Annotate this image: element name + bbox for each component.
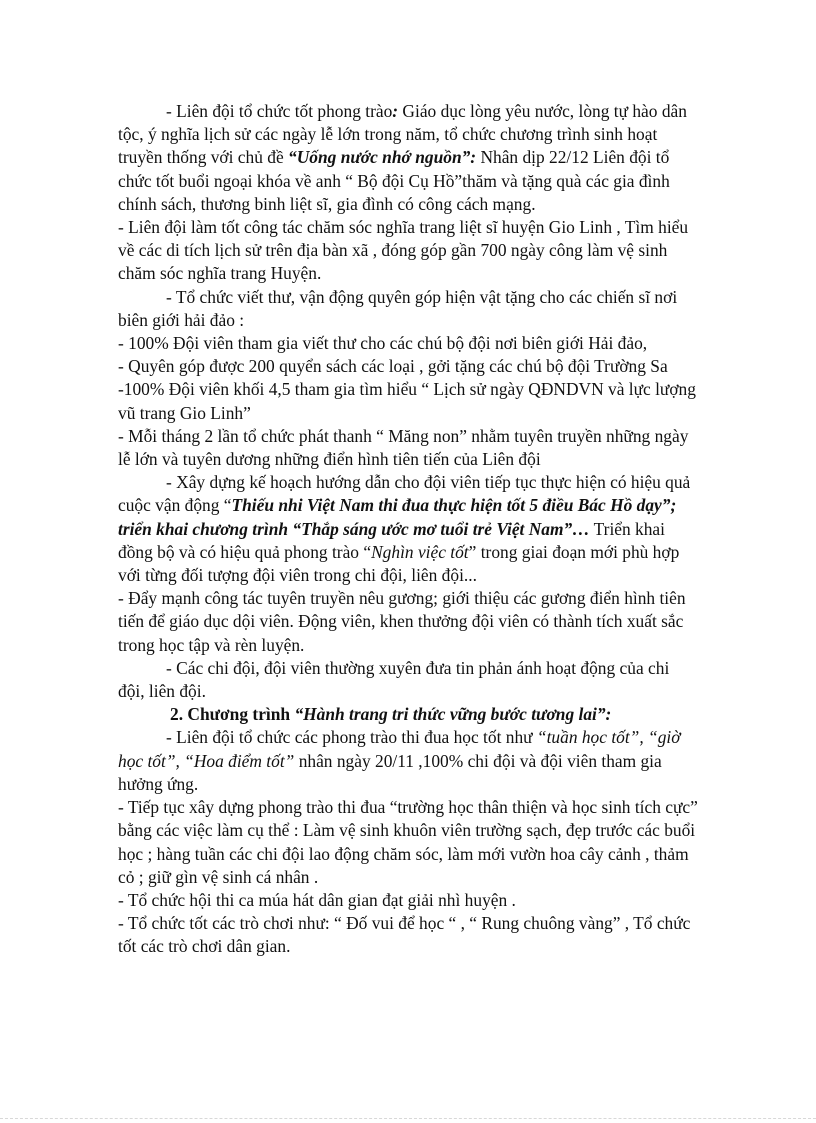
p1-text-a: - Liên đội tổ chức tốt phong trào <box>166 101 393 121</box>
paragraph-propaganda: - Đẩy mạnh công tác tuyên truyền nêu gương; giới thiệu các gương điển hình tiên tiến để giáo dục dội viên. Động viên, khen thưởng đội viên có thành tích xuất sắc trong học tập và rèn luyện. <box>118 588 686 655</box>
paragraph-letter-writing: - Tổ chức viết thư, vận động quyên góp hiện vật tặng cho các chiến sĩ nơi biên giới hải đảo : <box>118 286 678 330</box>
p8-text-c: ”; triển khai chương trình <box>118 495 677 539</box>
heading-title: “Hành trang tri thức vững bước tương lai”: <box>294 704 612 725</box>
p1-text-b: Giáo dục lòng yêu nước, lòng tự hào dân tộc, ý nghĩa lịch sử các ngày lễ lớn trong năm, tổ chức chương trình sinh hoạt truyền thống với chủ đề <box>118 101 687 168</box>
p11-movements: “tuần học tốt”, “giờ học tốt”, “Hoa điểm tốt” <box>118 727 681 771</box>
p8-text-a: - Xây dựng kế hoạch hướng dẫn cho đội viên tiếp tục thực hiện có hiệu quả cuộc vận động “ <box>118 472 691 516</box>
p8-text-g: ” trong giai đoạn mới phù hợp với từng đối tượng đội viên trong chi đội, liên đội... <box>118 541 680 586</box>
paragraph-letters-border: - 100% Đội viên tham gia viết thư cho các chú bộ đội nơi biên giới Hải đảo, <box>118 333 648 354</box>
p8-text-e: Triển khai đồng bộ và có hiệu quả phong trào “ <box>118 518 665 562</box>
p1-colon: : <box>392 101 399 121</box>
heading-number: 2. Chương trình <box>170 704 295 725</box>
p8-program-title: “Thắp sáng ước mơ tuổi trẻ Việt Nam”… <box>292 518 590 539</box>
page-bottom-border <box>0 1118 816 1119</box>
paragraph-radio-broadcast: - Mỗi tháng 2 lần tổ chức phát thanh “ Măng non” nhằm tuyên truyền những ngày lễ lớn và tuyên dương những điển hình tiên tiến của Liên đội <box>118 425 689 470</box>
p1-text-c: Nhân dịp 22/12 Liên đội tổ chức tốt buổi ngoại khóa về anh “ Bộ đội Cụ Hồ”thăm và tặng quà các gia đình chính sách, thương binh liệt sĩ, gia đình có công cách mạng. <box>118 147 670 214</box>
paragraph-book-donation: - Quyên góp được 200 quyển sách các loại , gởi tặng các chú bộ đội Trường Sa <box>118 356 668 377</box>
section-heading-2 <box>118 703 698 726</box>
paragraph-cemetery-care: - Liên đội làm tốt công tác chăm sóc nghĩa trang liệt sĩ huyện Gio Linh , Tìm hiểu về các di tích lịch sử trên địa bàn xã , đóng góp gần 700 ngày công làm vệ sinh chăm sóc nghĩa trang Huyện. <box>118 217 689 284</box>
document-page <box>118 100 698 959</box>
paragraph-friendly-school: - Tiếp tục xây dựng phong trào thi đua “trường học thân thiện và học sinh tích cực” bằng các việc làm cụ thể : Làm vệ sinh khuôn viên trường sạch, đẹp trước các buổi học ; hàng tuần các chi đội lao động chăm sóc, làm mới vườn hoa cây cảnh , thảm cỏ ; giữ gìn vệ sinh cá nhân . <box>118 797 698 887</box>
paragraph-history-contest: -100% Đội viên khối 4,5 tham gia tìm hiểu “ Lịch sử ngày QĐNDVN và lực lượng vũ trang Gio Linh” <box>118 379 696 423</box>
p8-campaign-title: Thiếu nhi Việt Nam thi đua thực hiện tốt 5 điều Bác Hồ dạy <box>231 495 662 516</box>
p11-text-a: - Liên đội tổ chức các phong trào thi đua học tốt như <box>166 727 537 748</box>
paragraph-study-emulation <box>118 726 698 796</box>
paragraph-news-reporting: - Các chi đội, đội viên thường xuyên đưa tin phản ánh hoạt động của chi đội, liên đội. <box>118 657 670 702</box>
p1-theme: “Uống nước nhớ nguồn”: <box>288 147 477 168</box>
paragraph-patriotic-education <box>118 100 698 216</box>
p8-movement-title: Nghìn việc tốt <box>371 541 469 562</box>
p11-text-c: nhân ngày 20/11 ,100% chi đội và đội viên tham gia hưởng ứng. <box>118 750 662 794</box>
paragraph-games: - Tổ chức tốt các trò chơi như: “ Đố vui để học “ , “ Rung chuông vàng” , Tổ chức tốt các trò chơi dân gian. <box>118 913 691 957</box>
paragraph-folk-singing: - Tổ chức hội thi ca múa hát dân gian đạt giải nhì huyện . <box>118 889 516 910</box>
paragraph-campaign-plan <box>118 471 698 587</box>
